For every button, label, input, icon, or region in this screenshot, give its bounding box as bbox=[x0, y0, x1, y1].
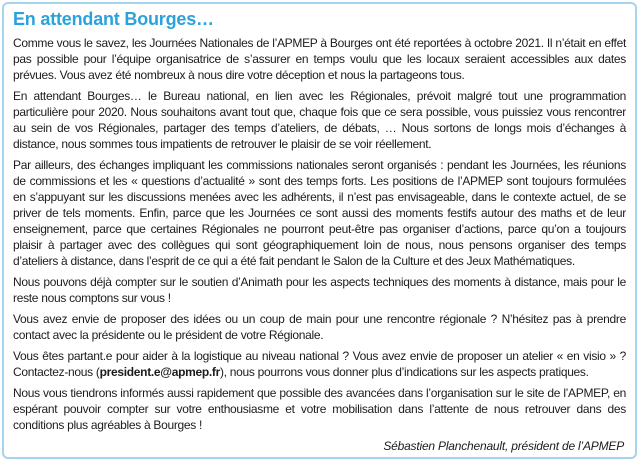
email-address: president.e@apmep.fr bbox=[99, 365, 220, 379]
paragraph-animath: Nous pouvons déjà compter sur le soutien d’Animath pour les aspects techniques des moments à distance, mais pour le reste nous comptons sur vous ! bbox=[13, 275, 626, 305]
contact-text-before: Vous êtes partant.e pour aider à la logistique au niveau national ? Vous avez envie de proposer un atelier « en visio » ? Contactez-nous ( bbox=[13, 349, 626, 379]
article-box bbox=[2, 2, 637, 459]
paragraph-programmation: En attendant Bourges… le Bureau national, en lien avec les Régionales, prévoit malgré tout une programmation particulière pour 2020. Nous souhaitons avant tout que, chaque fois que ce sera possible, vous puissiez vous rencontrer au sein de vos Régionales, partager des temps d’ateliers, de débats, … Nous sortons de longs mois d’échanges à distance, nous sommes tous impatients de retrouver le plaisir de se voir réellement. bbox=[13, 89, 626, 151]
signature: Sébastien Planchenault, président de l’APMEP bbox=[383, 439, 624, 453]
paragraph-commissions: Par ailleurs, des échanges impliquant les commissions nationales seront organisés : pendant les Journées, les réunions de commissions et les « questions d’actualité » sont des temps forts. Les positions de l’APMEP sont toujours formulées en s’appuyant sur les discussions menées avec les adhérents, il n’est pas envisageable, dans le contexte actuel, de se priver de tels moments. Enfin, parce que les Journées ce sont aussi des moments festifs autour des maths et de leur enseignement, parce que certaines Régionales ne pourront peut-être pas organiser d’actions, parce qu’on a toujours plaisir à partager avec des collègues qui sont géographiquement loin de nous, nous pensons organiser des temps d’ateliers à distance, dans l’esprit de ce qui a été fait pendant le Salon de la Culture et des Jeux Mathématiques. bbox=[13, 158, 626, 268]
contact-text-after: ), nous pourrons vous donner plus d’indications sur les aspects pratiques. bbox=[219, 365, 589, 379]
paragraph-contact bbox=[13, 348, 626, 380]
paragraph-report: Comme vous le savez, les Journées Nationales de l’APMEP à Bourges ont été reportées à octobre 2021. Il n’était en effet pas possible pour l’équipe organisatrice de s’assurer en temps voulu que les locaux seraient accessibles aux dates prévues. Vous avez été nombreux à nous dire votre déception et nous la partageons tous. bbox=[13, 36, 626, 82]
paragraph-regionale: Vous avez envie de proposer des idées ou un coup de main pour une rencontre régionale ? N’hésitez pas à prendre contact avec la présidente ou le président de votre Régionale. bbox=[13, 312, 626, 342]
article-title: En attendant Bourges… bbox=[13, 9, 214, 29]
paragraph-closing: Nous vous tiendrons informés aussi rapidement que possible des avancées dans l’organisation sur le site de l’APMEP, en espérant pouvoir compter sur votre enthousiasme et votre mobilisation dans l’attente de nous retrouver dans des conditions plus agréables à Bourges ! bbox=[13, 386, 626, 432]
